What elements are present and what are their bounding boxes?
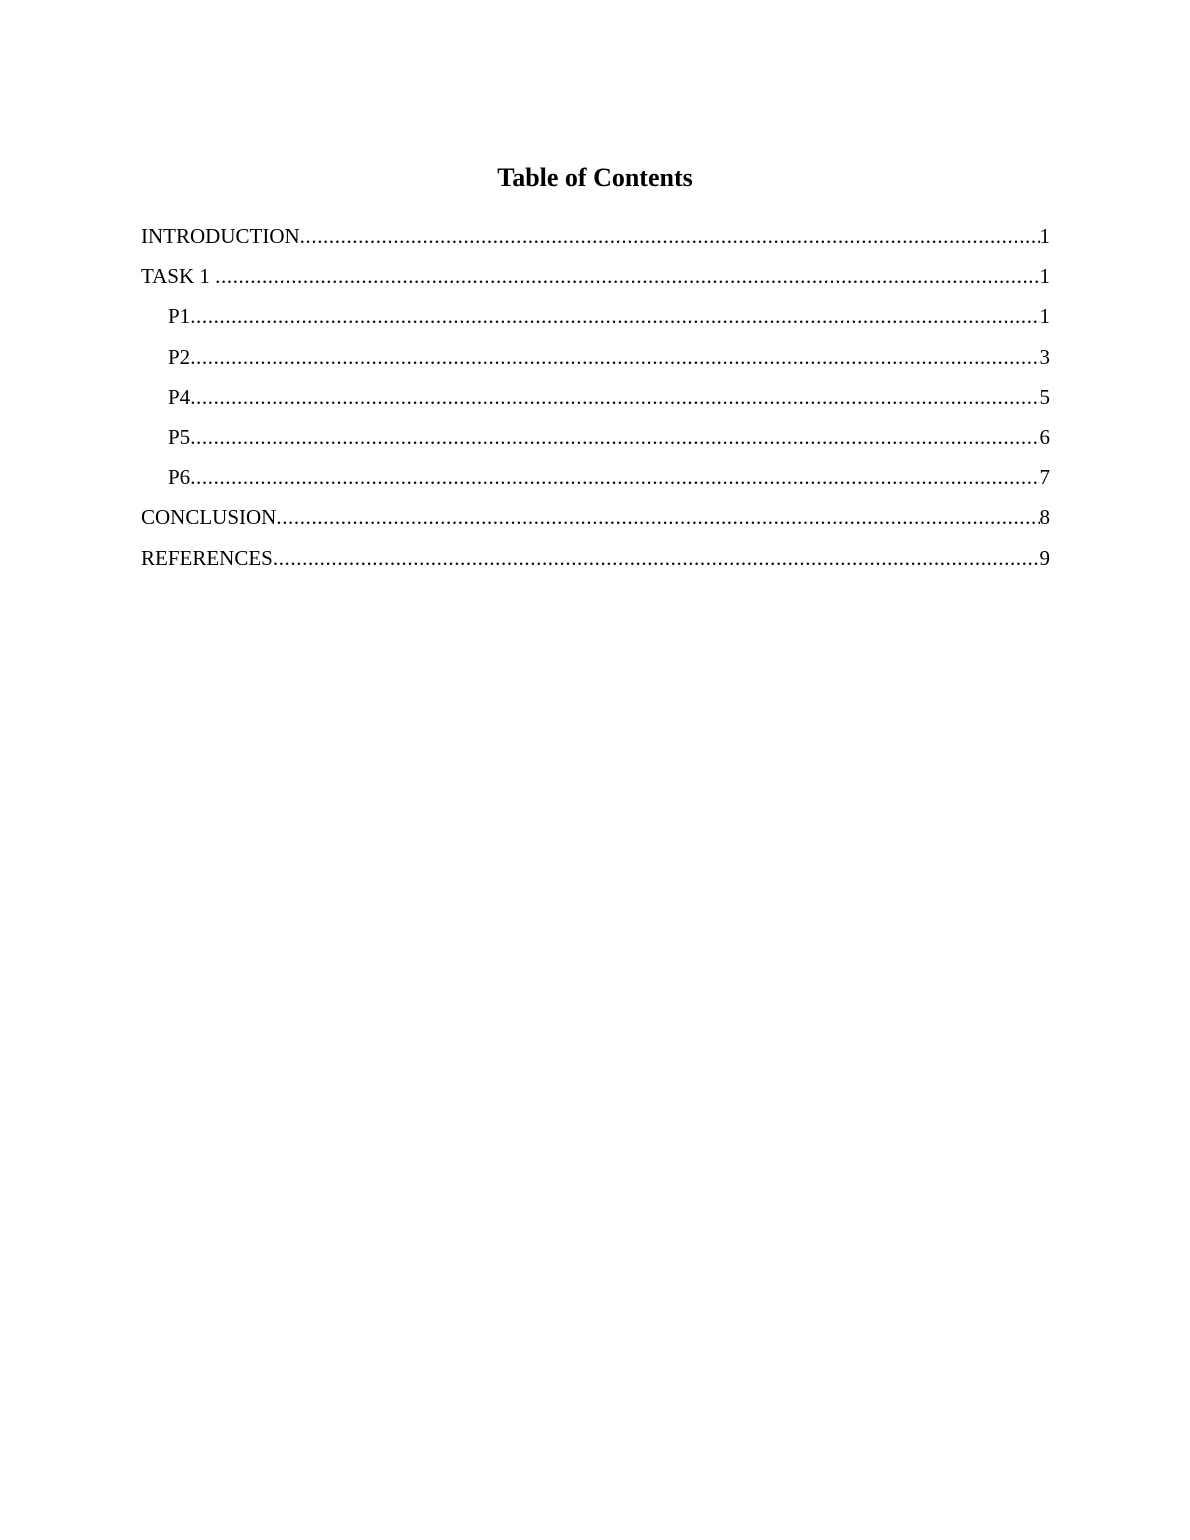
- toc-dot-leader: [215, 260, 1039, 292]
- toc-entry-label: P2: [168, 344, 191, 369]
- toc-entry-label: REFERENCES: [141, 545, 273, 570]
- toc-entry-label: INTRODUCTION: [141, 224, 300, 248]
- toc-entry-label: CONCLUSION: [141, 505, 277, 530]
- toc-entry-p2[interactable]: [141, 341, 1050, 381]
- toc-entry-p4[interactable]: [141, 381, 1050, 421]
- toc-dot-leader: [190, 341, 1039, 373]
- toc-entry-references[interactable]: [141, 542, 1050, 582]
- toc-dot-leader: [190, 300, 1039, 332]
- toc-entry-page-number: 1: [1039, 264, 1050, 289]
- toc-entry-conclusion[interactable]: [141, 501, 1050, 541]
- toc-entry-introduction[interactable]: [141, 220, 1050, 260]
- toc-entry-page-number: 8: [1039, 505, 1050, 530]
- toc-entry-label: TASK 1: [141, 264, 216, 289]
- toc-list: [141, 220, 1050, 582]
- toc-entry-page-number: 1: [1039, 224, 1050, 248]
- toc-entry-label: P5: [168, 424, 191, 449]
- toc-entry-p6[interactable]: [141, 461, 1050, 501]
- toc-entry-page-number: 7: [1039, 465, 1050, 490]
- toc-entry-page-number: 9: [1039, 545, 1050, 570]
- toc-entry-page-number: 1: [1039, 304, 1050, 329]
- toc-entry-p5[interactable]: [141, 421, 1050, 461]
- toc-entry-page-number: 5: [1039, 384, 1050, 409]
- toc-entry-p1[interactable]: [141, 300, 1050, 340]
- toc-entry-page-number: 6: [1039, 424, 1050, 449]
- toc-entry-label: P1: [168, 304, 191, 329]
- toc-entry-task-1[interactable]: [141, 260, 1050, 300]
- toc-dot-leader: [190, 381, 1039, 413]
- toc-dot-leader: [300, 220, 1040, 252]
- toc-entry-page-number: 3: [1039, 344, 1050, 369]
- toc-dot-leader: [276, 501, 1039, 533]
- toc-title: Table of Contents: [497, 163, 693, 192]
- toc-dot-leader: [273, 542, 1040, 574]
- toc-dot-leader: [190, 421, 1039, 453]
- toc-dot-leader: [190, 461, 1039, 493]
- toc-entry-label: P4: [168, 384, 191, 409]
- toc-entry-label: P6: [168, 465, 191, 490]
